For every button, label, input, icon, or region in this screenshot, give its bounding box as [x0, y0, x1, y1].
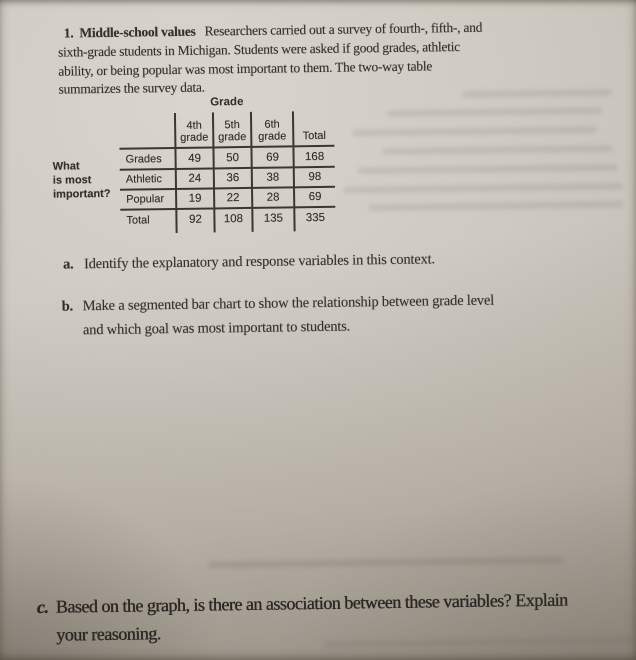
column-header-6th-grade: [250, 111, 292, 148]
question-c-marker: c.: [36, 596, 49, 617]
question-b-marker: b.: [61, 298, 74, 315]
problem-number: 1.: [63, 25, 74, 41]
header-text: grade: [258, 129, 287, 143]
question-b: [61, 289, 494, 343]
intro-line-3: ability, or being popular was most important to them. The two-way table: [58, 57, 433, 79]
side-label-line-3: important?: [53, 187, 111, 201]
table-cell: 38: [251, 168, 293, 189]
row-label-popular: Popular: [120, 190, 175, 211]
side-label-line-2: is most: [52, 174, 92, 187]
question-a-marker: a.: [62, 256, 74, 273]
column-header-5th-grade: [212, 112, 250, 149]
table-corner-cell: [119, 113, 174, 150]
question-a-text: Identify the explanatory and response variables in this context.: [83, 251, 435, 273]
intro-line-4: summarizes the survey data.: [58, 79, 205, 97]
table-cell: 69: [250, 147, 292, 169]
intro-line-1-text: Researchers carried out a survey of fourth-, fifth-, and: [204, 19, 483, 39]
header-text: 4th: [186, 119, 202, 132]
bleedthrough-smudge: [343, 183, 623, 194]
intro-line-2: sixth-grade students in Michigan. Students were asked if good grades, athletic: [57, 38, 461, 60]
table-cell: 24: [175, 169, 213, 190]
question-c-line-2: your reasoning.: [56, 623, 161, 645]
question-c-line-1: Based on the graph, is there an association between these variables? Explain: [55, 589, 568, 617]
bleedthrough-smudge: [382, 145, 612, 155]
bleedthrough-smudge: [462, 89, 612, 98]
problem-intro: [58, 17, 569, 99]
row-label-total: Total: [126, 213, 150, 227]
side-label-line-1: What: [52, 160, 80, 173]
two-way-table: [119, 93, 336, 234]
column-header-total: [292, 111, 334, 148]
header-text: 5th: [224, 119, 240, 132]
table-cell: 36: [213, 169, 251, 190]
table-grid: [119, 111, 336, 234]
column-header-4th-grade: [174, 112, 212, 149]
row-label-grades: Grades: [119, 149, 174, 171]
header-text: grade: [180, 131, 209, 144]
header-text: 6th: [264, 118, 280, 131]
table-cell: 98: [293, 168, 335, 189]
table-cell: 69: [293, 188, 335, 209]
question-b-line-1: Make a segmented bar chart to show the relationship between grade level: [82, 292, 495, 315]
question-a: [63, 249, 435, 274]
problem-title: Middle-school values: [79, 23, 196, 41]
table-title: Grade: [210, 96, 244, 109]
bleedthrough-smudge: [387, 107, 602, 117]
table-cell: 92: [175, 209, 213, 233]
table-side-label: [53, 159, 111, 202]
question-b-text: [82, 289, 494, 343]
table-cell: 49: [174, 148, 212, 170]
question-b-line-2: and which goal was most important to students.: [82, 318, 351, 339]
table-cell: 135: [251, 208, 293, 232]
table-cell: 28: [251, 188, 293, 209]
bleedthrough-smudge: [208, 557, 563, 569]
row-label-athletic: Athletic: [120, 170, 175, 191]
table-cell: 50: [212, 148, 250, 170]
table-cell: 108: [213, 209, 251, 233]
table-cell: 22: [213, 189, 251, 210]
bleedthrough-smudge: [358, 164, 618, 175]
header-text: grade: [218, 130, 247, 143]
table-cell: 335: [293, 208, 335, 232]
bleedthrough-smudge: [368, 201, 623, 212]
bleedthrough-smudge: [352, 126, 597, 136]
header-text: Total: [302, 129, 326, 142]
table-cell: 168: [292, 147, 334, 169]
table-cell: 19: [175, 189, 213, 210]
